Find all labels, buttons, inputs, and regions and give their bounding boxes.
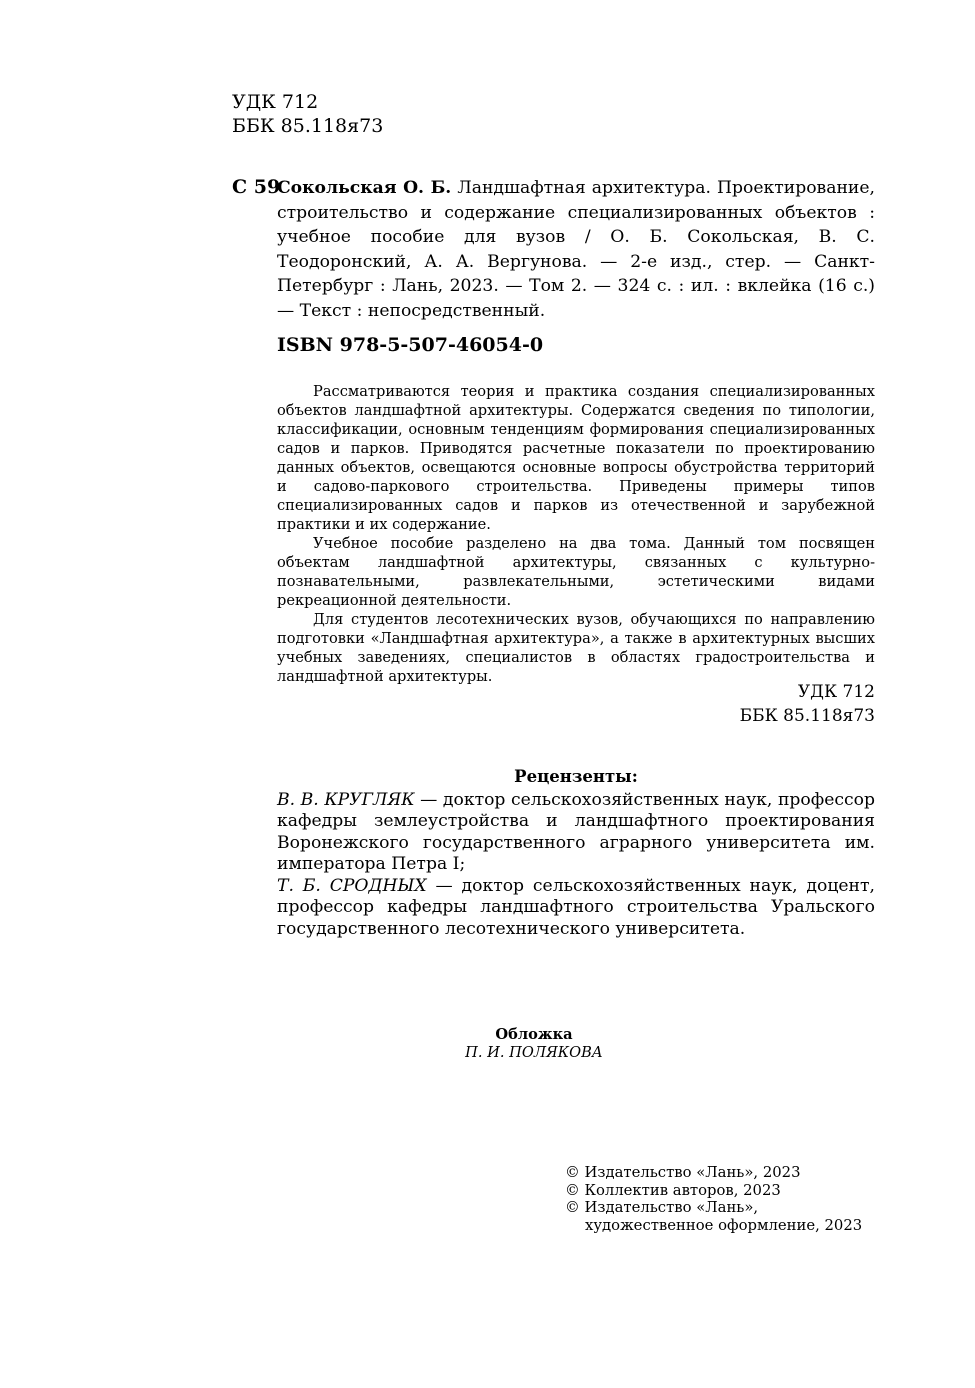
- reviewer-description: — доктор сельскохозяйственных наук, профессор кафедры землеустройства и ландшафтного проектирования Воронежского государственного аграрного университета им. императора Петра I;: [277, 789, 875, 874]
- classification-footer: [740, 680, 875, 728]
- copyright-line: © Издательство «Лань»,: [565, 1199, 759, 1216]
- bibliographic-text: Ландшафтная архитектура. Проектирование, строительство и содержание специализированных объектов : учебное пособие для вузов / О. Б. Сокольская, В. С. Теодоронский, А. А. Вергунова. — 2-е изд., стер. — Санкт-Петербург : Лань, 2023. — Том 2. — 324 с. : ил. : вклейка (16 с.) — Текст : непосредственный.: [277, 178, 876, 321]
- udk-code: УДК 712: [797, 682, 875, 702]
- copyright-block: [565, 1164, 862, 1234]
- copyright-line: © Коллектив авторов, 2023: [565, 1181, 781, 1199]
- copyright-line: художественное оформление, 2023: [585, 1216, 863, 1234]
- cover-credit: [277, 1026, 791, 1062]
- abstract: [277, 382, 875, 686]
- classification-header: [232, 90, 383, 138]
- bbk-code: ББК 85.118я73: [232, 115, 384, 137]
- cover-heading: Обложка: [495, 1026, 573, 1043]
- reviewers-heading: Рецензенты:: [514, 767, 638, 786]
- reviewer-description: — доктор сельскохозяйственных наук, доцент, профессор кафедры ландшафтного строительства Уральского государственного лесотехнического университета.: [277, 875, 875, 939]
- bibliographic-record: [277, 176, 875, 324]
- author-mark: С 59: [232, 176, 281, 198]
- copyright-line: © Издательство «Лань», 2023: [565, 1164, 801, 1181]
- reviewer-entry: [277, 790, 875, 876]
- author-name: Сокольская О. Б.: [277, 178, 452, 198]
- reviewer-entry: [277, 876, 875, 941]
- reviewer-name: Т. Б. СРОДНЫХ: [277, 875, 427, 896]
- reviewer-name: В. В. КРУГЛЯК: [277, 789, 415, 810]
- udk-code: УДК 712: [232, 91, 319, 113]
- bbk-code: ББК 85.118я73: [739, 706, 875, 726]
- reviewers-section: [277, 766, 875, 940]
- abstract-paragraph: Рассматриваются теория и практика создания специализированных объектов ландшафтной архитектуры. Содержатся сведения по типологии, классификации, основным тенденциям формирования специализированных садов и парков. Приводятся расчетные показатели по проектированию данных объектов, освещаются основные вопросы обустройства территорий и садово-паркового строительства. Приведены примеры типов специализированных садов и парков из отечественной и зарубежной практики и их содержание.: [277, 383, 875, 533]
- isbn: ISBN 978-5-507-46054-0: [277, 334, 544, 356]
- abstract-paragraph: Для студентов лесотехнических вузов, обучающихся по направлению подготовки «Ландшафтная архитектура», а также в архитектурных высших учебных заведениях, специалистов в областях градостроительства и ландшафтной архитектуры.: [277, 611, 875, 685]
- cover-designer: П. И. ПОЛЯКОВА: [465, 1044, 603, 1061]
- abstract-paragraph: Учебное пособие разделено на два тома. Данный том посвящен объектам ландшафтной архитектуры, связанных с культурно-познавательными, развлекательными, эстетическими видами рекреационной деятельности.: [277, 535, 875, 609]
